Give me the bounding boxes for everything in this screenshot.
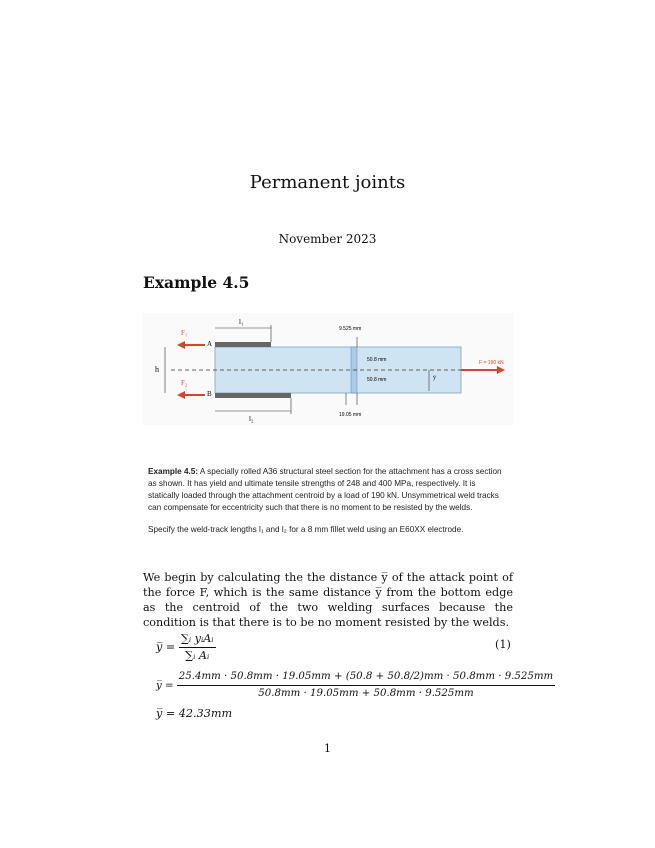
caption-text: A specially rolled A36 structural steel section for the attachment has a cross section as shown. It has yield and ultimate tensile strengths of 248 and 400 MPa, respectively. It is statically loaded through the attachment centroid by a load of 190 kN. Unsymmetrical weld tracks can compensate for eccentricity such that there is no moment to be resisted by the welds.	[148, 467, 502, 512]
label-mid-dim2: 50.8 mm	[367, 377, 387, 383]
label-l1: l₁	[239, 318, 244, 326]
body-paragraph: We begin by calculating the the distance y̅ of the attack point of the force F, which is the same distance y̅ from the bottom edge as the centroid of the two welding surfaces because the condition is that there is to be no moment resisted by the welds.	[143, 571, 513, 629]
eq1-lhs: y̅ =	[156, 640, 176, 654]
eq1-fraction	[179, 632, 216, 663]
label-l2: l₂	[249, 415, 254, 423]
equation-1	[156, 632, 216, 663]
equation-3: y̅ = 42.33mm	[156, 707, 233, 720]
label-mid-dim1: 50.8 mm	[367, 357, 387, 363]
label-h: h	[155, 365, 159, 374]
eq2-lhs: y̅ =	[156, 680, 174, 692]
weld-top	[215, 342, 271, 347]
paper-date: November 2023	[278, 232, 377, 246]
section-heading: Example 4.5	[143, 273, 250, 292]
label-force: F = 190 kN	[479, 360, 504, 366]
eq1-denominator: ∑ᵢ Aᵢ	[185, 649, 210, 662]
label-ybar: ȳ	[433, 375, 436, 381]
label-f1: F₁	[181, 329, 188, 337]
eq2-denominator: 50.8mm · 19.05mm + 50.8mm · 9.525mm	[258, 688, 474, 699]
label-a: A	[207, 340, 213, 348]
equation-2	[156, 670, 555, 701]
paper-title: Permanent joints	[249, 172, 406, 193]
weld-figure	[143, 313, 513, 425]
eq2-fraction	[177, 670, 555, 701]
eq2-numerator: 25.4mm · 50.8mm · 19.05mm + (50.8 + 50.8/2)mm · 50.8mm · 9.525mm	[177, 670, 555, 686]
eq1-numerator: ∑ᵢ yᵢAᵢ	[179, 632, 216, 648]
weld-bottom	[215, 393, 291, 398]
label-b: B	[207, 390, 212, 398]
figure-caption	[148, 466, 508, 546]
label-f2: F₂	[181, 379, 188, 387]
page-number: 1	[324, 742, 331, 755]
caption-task: Specify the weld-track lengths l₁ and l₂ for a 8 mm fillet weld using an E60XX electrode.	[148, 525, 464, 534]
caption-label: Example 4.5:	[148, 467, 199, 476]
equation-1-number: (1)	[495, 638, 511, 651]
label-top-dim: 9.525 mm	[339, 326, 362, 332]
label-bottom-dim: 19.05 mm	[339, 412, 362, 418]
